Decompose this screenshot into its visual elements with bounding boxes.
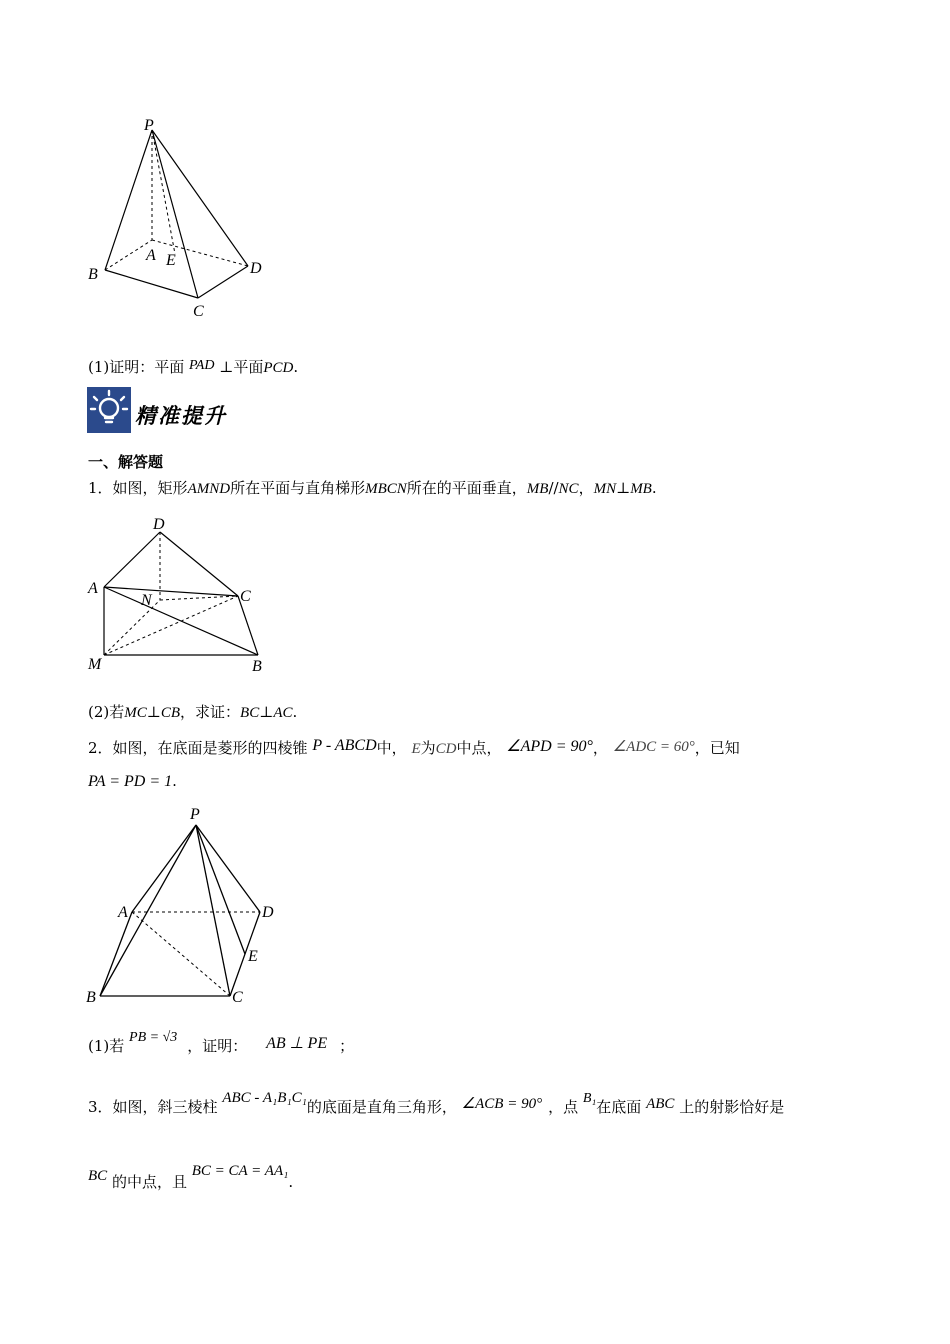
q1-perp: ⊥ [616,479,631,497]
label-b: B [252,658,262,675]
q1p2-bc: BC [240,705,260,721]
section-title: 精准提升 [135,404,227,428]
label-d: D [250,260,262,277]
question-2 [88,736,740,759]
q2-end: . [172,772,177,790]
label-c: C [193,303,204,320]
line1-mid: 平面 [233,358,264,376]
edge-pc [196,825,230,996]
edge-pb [105,130,152,270]
q3-b1: B₁ [582,1091,597,1106]
q1-mb: MB [526,481,549,497]
edge-pe [196,825,245,954]
plane-pcd: PCD [263,360,294,376]
question-line-1 [88,356,298,378]
edge-ba [105,240,152,270]
q3-number: 3． [88,1098,113,1116]
q3-end: . [288,1173,294,1191]
q2-text-e: ，已知 [694,739,740,757]
label-b: B [86,989,96,1006]
question-2-part-1 [88,1030,355,1058]
q1p2-perp: ⊥ [146,703,161,721]
label-c: C [232,989,243,1006]
edge-ac [104,587,238,596]
question-3 [88,1090,785,1119]
question-2-line-2 [88,771,177,792]
q3-text-c: ，点 [548,1098,579,1116]
label-e: E [248,948,258,965]
q1-comma: ， [578,479,594,497]
q3-abc: ABC [646,1096,675,1112]
label-c: C [240,588,251,605]
q2p1-claim: AB ⊥ PE [266,1035,328,1052]
q2p1-cond: PB = √3 [129,1030,178,1045]
q1-text-c: 所在的平面垂直， [406,479,527,497]
q2-number: 2． [88,739,113,757]
q3-text-d: 在底面 [596,1098,642,1116]
q1-mb2: MB [630,481,652,497]
question-1-part-2 [88,702,297,723]
q1p2-ac: AC [273,705,293,721]
q1p2-prefix: (2)若 [88,703,125,721]
q1-parallel: // [548,479,559,497]
q3-text-a: 如图，斜三棱柱 [112,1098,218,1116]
label-p: P [144,117,154,134]
label-a: A [88,580,98,597]
q2-text-a: 如图，在底面是菱形的四棱锥 [112,739,308,757]
q3-text-f: 的中点，且 [111,1173,187,1191]
edge-pd [152,130,248,266]
edge-dc [160,532,238,596]
edge-pa [132,825,196,912]
line1-end: . [293,358,299,376]
q2-text-c: 为 [420,739,436,757]
q2-e: E [411,741,421,757]
q3-text-e: 上的射影恰好是 [679,1098,785,1116]
q2p1-end: ； [339,1037,355,1055]
q2-pyramid: P - ABCD [312,737,377,754]
question-3-line-2 [88,1163,294,1193]
q1-end: . [651,479,657,497]
label-b: B [88,266,98,283]
q2p1-mid: ，证明： [187,1037,248,1055]
edge-pe [152,130,175,254]
q3-prism: ABC - A₁B₁C₁ [222,1090,307,1106]
question-1 [88,478,657,499]
edge-cd [198,266,248,298]
label-d: D [153,516,165,533]
q2-text-b: 中， [376,739,407,757]
label-n: N [141,592,152,609]
figure-pyramid-pad [80,110,280,325]
edge-pd [196,825,260,912]
edge-ad [104,532,160,587]
label-a: A [146,247,156,264]
q2-angle-adc: ∠ADC = 60° [612,739,695,755]
section-heading: 一、解答题 [88,453,164,471]
lightbulb-icon [87,387,131,433]
q1p2-cb: CB [160,705,181,721]
edge-mc [104,596,238,655]
line1-prefix: (1)证明：平面 [88,358,185,376]
q1-number: 1． [88,479,113,497]
label-a: A [118,904,128,921]
q1p2-mid: ，求证： [180,703,241,721]
q2-cd: CD [435,741,457,757]
edge-bc [105,270,198,298]
plane-pad: PAD [189,358,215,373]
label-m: M [88,656,102,673]
q1-amnd: AMND [187,481,231,497]
label-p: P [190,806,200,823]
edge-nc [160,596,238,600]
q2-comma: ， [592,739,608,757]
q1-text-a: 如图，矩形 [112,479,188,497]
edge-pc [152,130,198,298]
perp-symbol: ⊥ [219,358,234,376]
q1p2-mc: MC [124,705,147,721]
label-d: D [262,904,274,921]
q1-text-b: 所在平面与直角梯形 [230,479,366,497]
q2-pa-pd: PA = PD = 1 [88,773,173,790]
label-e: E [166,252,176,269]
q3-angle: ∠ACB = 90° [461,1096,543,1112]
q1p2-end: . [292,703,298,721]
q1p2-perp2: ⊥ [259,703,274,721]
edge-ab [100,912,132,996]
q1-mbcn: MBCN [365,481,407,497]
q3-bc: BC [88,1168,108,1184]
figure-rect-trapezoid [80,510,280,680]
q3-text-b: 的底面是直角三角形， [306,1098,457,1116]
q3-eq: BC = CA = AA₁ [191,1163,289,1179]
q2p1-prefix: (1)若 [88,1037,125,1055]
figure-rhombus-pyramid [80,800,290,1015]
q1-nc: NC [558,481,579,497]
edge-pb [100,825,196,996]
q2-angle-apd: ∠APD = 90° [506,738,593,755]
q2-text-d: 中点， [456,739,502,757]
q1-mn: MN [593,481,617,497]
